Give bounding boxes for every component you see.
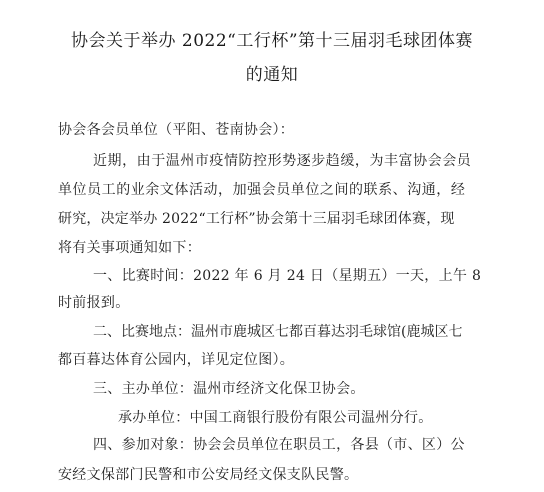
section-participants-line-2: 安经文保部门民警和市公安局经文保支队民警。 <box>58 467 359 483</box>
salutation: 协会各会员单位（平阳、苍南协会）： <box>58 122 295 138</box>
section-host: 三、主办单位：温州市经济文化保卫协会。 <box>93 381 365 397</box>
section-venue-line-2: 都百暮达体育公园内，详见定位图）。 <box>58 352 295 368</box>
intro-line-4: 将有关事项通知如下： <box>58 240 201 256</box>
document-title-line-2: 的通知 <box>245 65 299 85</box>
section-time-line-1: 一、比赛时间：2022 年 6 月 24 日（星期五）一天，上午 8 <box>93 268 482 284</box>
document-title-line-1: 协会关于举办 2022“工行杯”第十三届羽毛球团体赛 <box>70 31 474 51</box>
intro-line-2: 单位员工的业余文体活动，加强会员单位之间的联系、沟通，经 <box>58 182 466 198</box>
intro-line-3: 研究，决定举办 2022“工行杯”协会第十三届羽毛球团体赛，现 <box>58 211 455 227</box>
section-venue-line-1: 二、比赛地点：温州市鹿城区七都百暮达羽毛球馆(鹿城区七 <box>93 324 463 340</box>
intro-line-1: 近期，由于温州市疫情防控形势逐步趋缓，为丰富协会会员 <box>93 153 472 169</box>
section-organizer: 承办单位：中国工商银行股份有限公司温州分行。 <box>118 410 433 426</box>
section-participants-line-1: 四、参加对象：协会会员单位在职员工，各县（市、区）公 <box>93 437 465 453</box>
section-time-line-2: 时前报到。 <box>58 295 130 311</box>
